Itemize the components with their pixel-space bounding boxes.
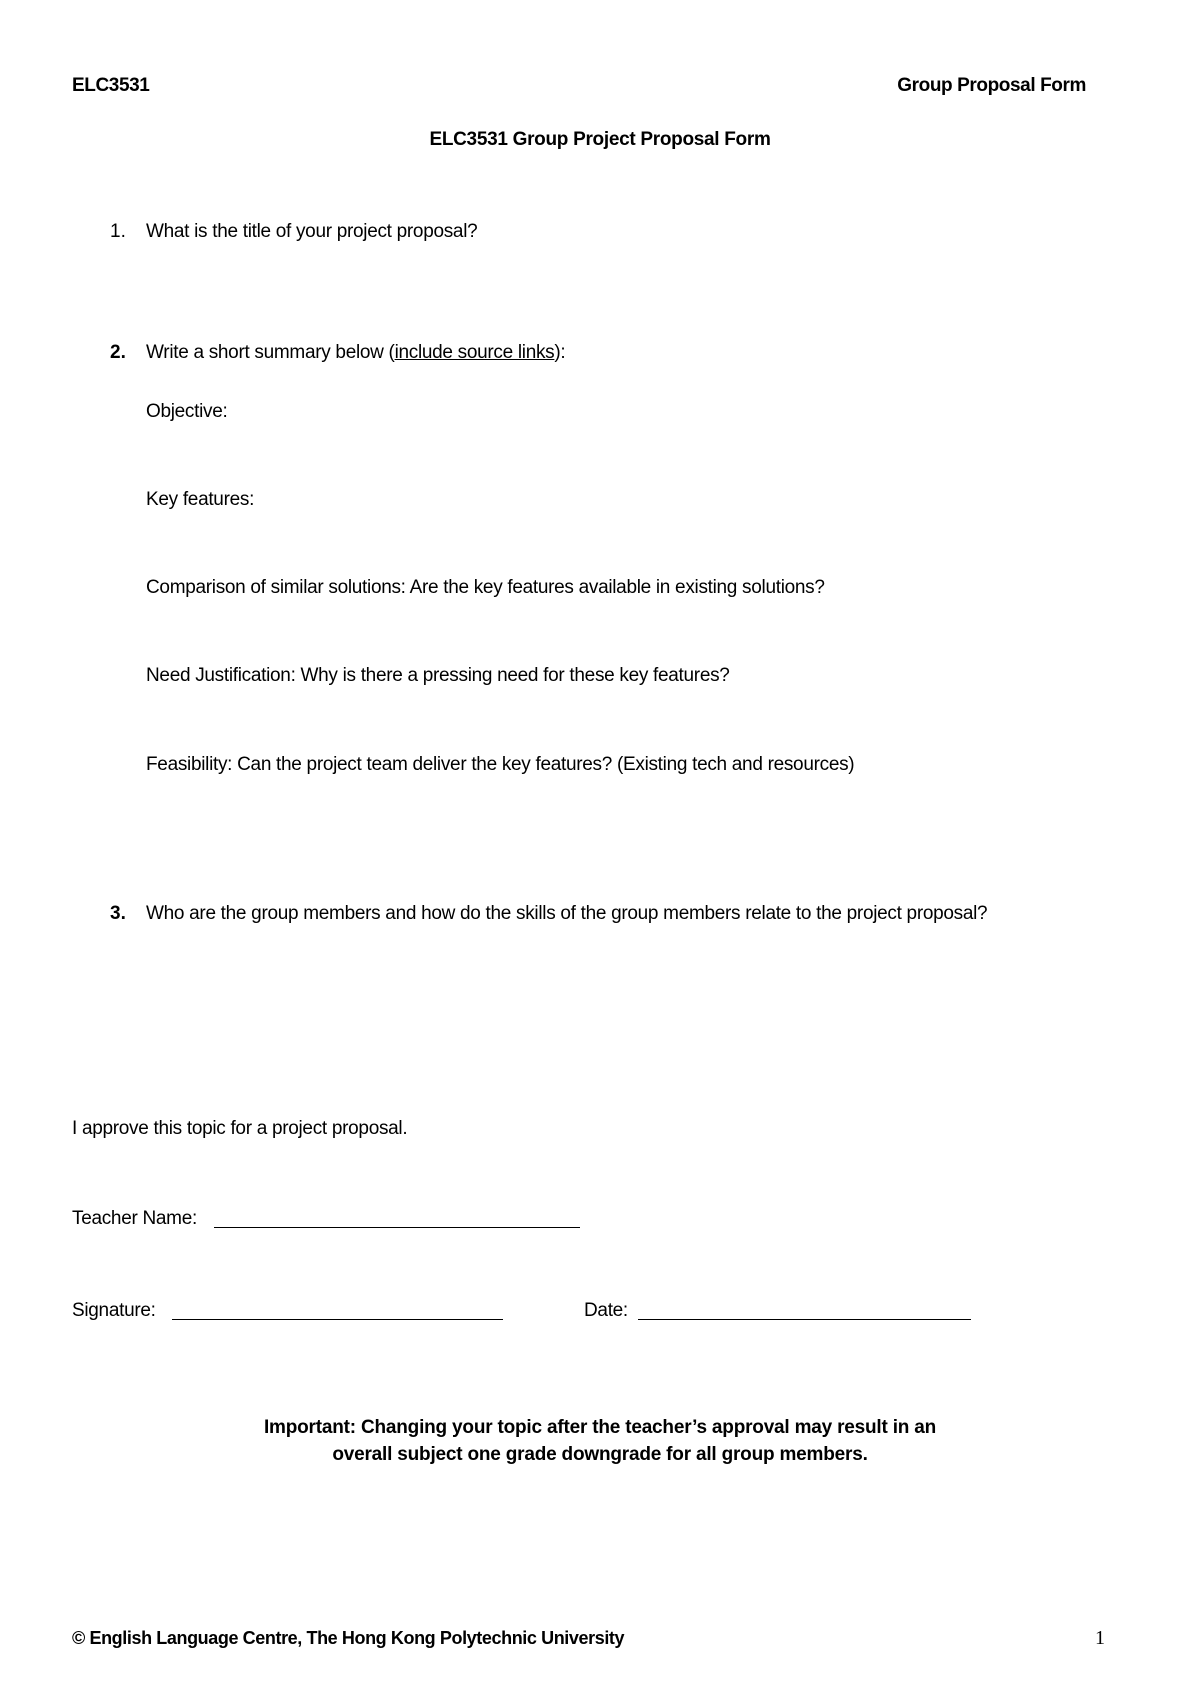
date-label: Date: <box>584 1300 628 1321</box>
header-form-name: Group Proposal Form <box>897 75 1086 96</box>
teacher-name-field[interactable] <box>214 1227 580 1228</box>
page-title: ELC3531 Group Project Proposal Form <box>429 129 771 150</box>
comparison-label: Comparison of similar solutions: Are the key features available in existing solutions? <box>146 577 825 598</box>
question-3-number: 3. <box>110 903 126 924</box>
date-field[interactable] <box>638 1319 971 1320</box>
teacher-name-label: Teacher Name: <box>72 1208 197 1229</box>
important-notice-line-1: Important: Changing your topic after the teacher’s approval may result in an <box>263 1417 937 1438</box>
question-2-text <box>146 342 565 364</box>
key-features-label: Key features: <box>146 489 255 510</box>
signature-label: Signature: <box>72 1300 156 1321</box>
question-2-text-after: ): <box>554 342 566 363</box>
question-1-number: 1. <box>110 221 126 242</box>
question-2-number: 2. <box>110 342 126 363</box>
header-course-code: ELC3531 <box>72 75 150 96</box>
question-2-text-before: Write a short summary below ( <box>146 342 395 363</box>
question-1-text: What is the title of your project proposal? <box>146 221 478 242</box>
important-notice-line-2: overall subject one grade downgrade for all group members. <box>332 1444 868 1465</box>
feasibility-label: Feasibility: Can the project team deliver the key features? (Existing tech and resources) <box>146 754 855 775</box>
objective-label: Objective: <box>146 401 228 422</box>
approval-statement: I approve this topic for a project proposal. <box>72 1118 408 1139</box>
question-3-text: Who are the group members and how do the skills of the group members relate to the project proposal? <box>146 903 988 924</box>
source-links-note: include source links <box>394 342 555 363</box>
signature-field[interactable] <box>172 1319 503 1320</box>
need-justification-label: Need Justification: Why is there a pressing need for these key features? <box>146 665 730 686</box>
footer-copyright: © English Language Centre, The Hong Kong Polytechnic University <box>72 1628 625 1648</box>
page-number: 1 <box>1095 1627 1105 1649</box>
